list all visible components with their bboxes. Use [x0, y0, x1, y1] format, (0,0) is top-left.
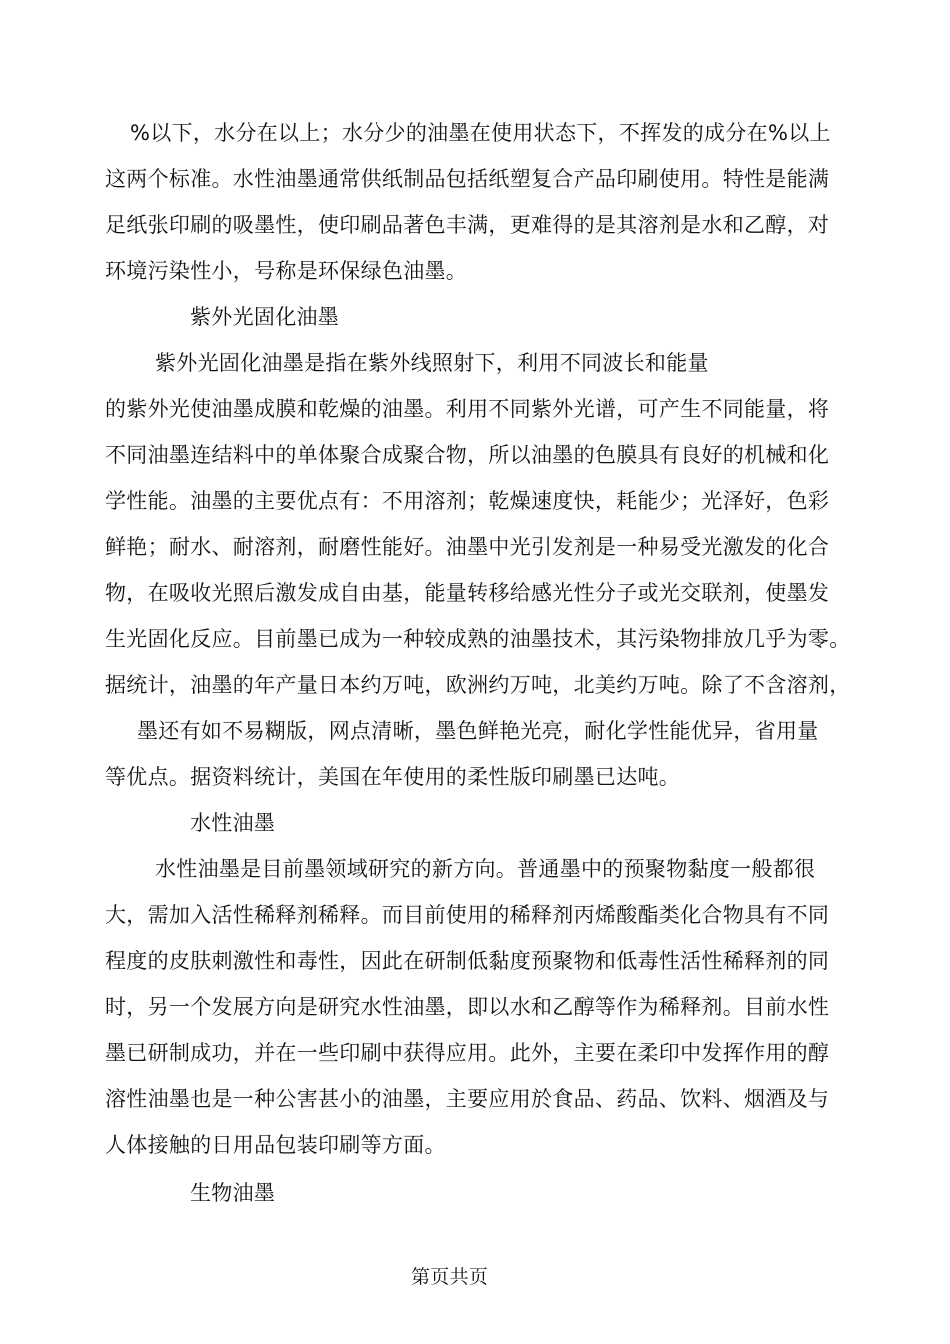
section-heading: 生物油墨 [190, 1181, 276, 1205]
paragraph-line: 墨还有如不易糊版，网点清晰，墨色鲜艳光亮，耐化学性能优异，省用量 [137, 719, 819, 743]
paragraph-line: 生光固化反应。目前墨已成为一种较成熟的油墨技术，其污染物排放几乎为零。 [105, 627, 851, 651]
paragraph-line: 时，另一个发展方向是研究水性油墨，即以水和乙醇等作为稀释剂。目前水性 [105, 995, 830, 1019]
paragraph-line: 墨已研制成功，并在一些印刷中获得应用。此外，主要在柔印中发挥作用的醇 [105, 1041, 830, 1065]
paragraph-line: 物，在吸收光照后激发成自由基，能量转移给感光性分子或光交联剂，使墨发 [105, 581, 830, 605]
paragraph-line: %以下，水分在以上；水分少的油墨在使用状态下，不挥发的成分在%以上 [130, 121, 831, 145]
paragraph-line: 溶性油墨也是一种公害甚小的油墨，主要应用於食品、药品、饮料、烟酒及与 [105, 1087, 830, 1111]
paragraph-line: 等优点。据资料统计，美国在年使用的柔性版印刷墨已达吨。 [105, 765, 681, 789]
paragraph-line: 鲜艳；耐水、耐溶剂，耐磨性能好。油墨中光引发剂是一种易受光激发的化合 [105, 535, 830, 559]
section-heading: 水性油墨 [190, 811, 276, 835]
paragraph-line: 程度的皮肤刺激性和毒性，因此在研制低黏度预聚物和低毒性活性稀释剂的同 [105, 949, 830, 973]
paragraph-line: 水性油墨是目前墨领域研究的新方向。普通墨中的预聚物黏度一般都很 [155, 857, 816, 881]
paragraph-line: 的紫外光使油墨成膜和乾燥的油墨。利用不同紫外光谱，可产生不同能量，将 [105, 397, 830, 421]
paragraph-line: 紫外光固化油墨是指在紫外线照射下，利用不同波长和能量 [155, 351, 709, 375]
paragraph-line: 人体接触的日用品包装印刷等方面。 [105, 1133, 446, 1157]
paragraph-line: 这两个标准。水性油墨通常供纸制品包括纸塑复合产品印刷使用。特性是能满 [105, 167, 830, 191]
paragraph-line: 大，需加入活性稀释剂稀释。而目前使用的稀释剂丙烯酸酯类化合物具有不同 [105, 903, 830, 927]
paragraph-line: 学性能。油墨的主要优点有：不用溶剂；乾燥速度快，耗能少；光泽好，色彩 [105, 489, 830, 513]
paragraph-line: 不同油墨连结料中的单体聚合成聚合物，所以油墨的色膜具有良好的机械和化 [105, 443, 830, 467]
paragraph-line: 环境污染性小，号称是环保绿色油墨。 [105, 259, 468, 283]
paragraph-line: 据统计，油墨的年产量日本约万吨，欧洲约万吨，北美约万吨。除了不含溶剂， [105, 673, 851, 697]
section-heading: 紫外光固化油墨 [190, 305, 340, 329]
page-footer: 第页共页 [411, 1266, 489, 1288]
paragraph-line: 足纸张印刷的吸墨性，使印刷品著色丰满，更难得的是其溶剂是水和乙醇，对 [105, 213, 830, 237]
